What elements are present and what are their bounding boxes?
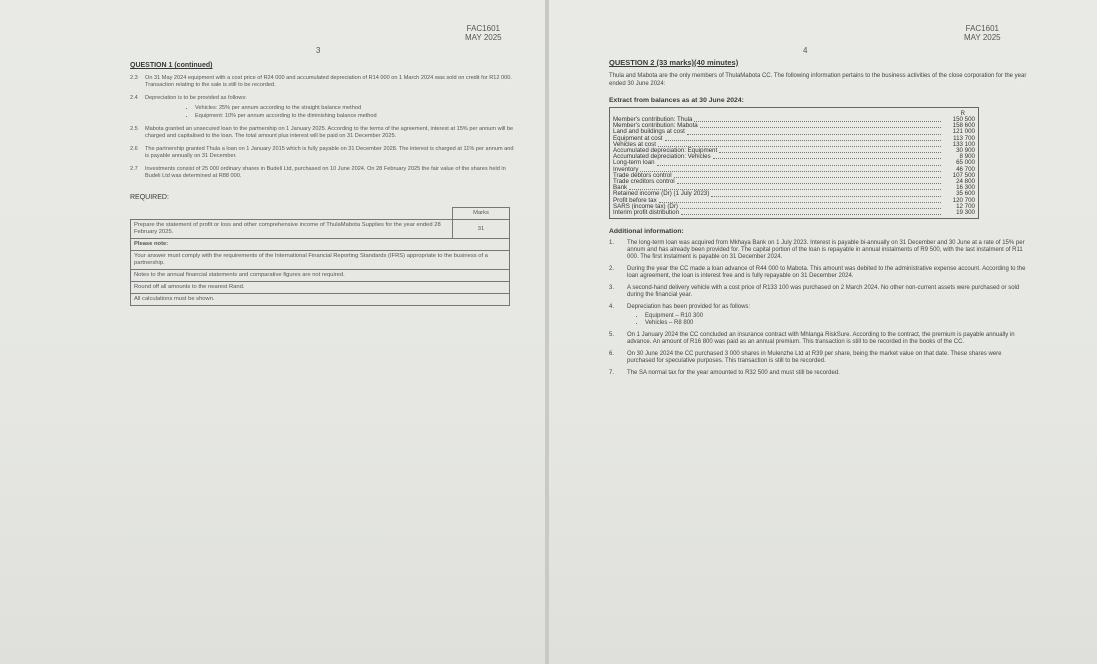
note-ifrs: Your answer must comply with the requirements of the International Financial Reporting Standards (IFRS) appropriate to the business of a partnership.	[131, 251, 510, 270]
balance-amount: 46 700	[956, 165, 975, 173]
balance-amount: 133 100	[952, 140, 975, 148]
left-exam-date: MAY 2025	[465, 33, 502, 42]
additional-item-text: A second-hand delivery vehicle with a cost price of R133 100 was purchased on 2 March 2024. No other non-current assets were purchased or sold during the financial year.	[627, 285, 1020, 299]
balance-label: Equipment at cost	[613, 134, 663, 142]
task-description: Prepare the statement of profit or loss and other comprehensive income of ThulaMabota Supplies for the year ended 28 February 2025.	[131, 220, 453, 239]
additional-item	[609, 351, 1027, 365]
balances-table	[609, 107, 979, 219]
balance-label: Bank	[613, 184, 628, 192]
balance-amount: 12 700	[956, 202, 975, 210]
required-heading: REQUIRED:	[130, 194, 169, 201]
right-page-number: 4	[803, 46, 808, 55]
item-2-5: 2.5 Mabota granted an unsecured loan to the partnership on 1 January 2025. According to the terms of the agreement, interest at 15% per annum will be charged and capitalised to the loan. The total amount plus interest will be paid on 31 December 2025.	[130, 126, 514, 139]
right-course-code: FAC1601	[965, 24, 999, 33]
leader-dots	[694, 117, 941, 122]
balance-label: Member's contribution: Mabota	[613, 122, 698, 130]
additional-item-text: The SA normal tax for the year amounted to R32 500 and must still be recorded.	[627, 370, 840, 377]
balance-label: Profit before tax	[613, 196, 657, 204]
depreciation-item: • Equipment – R10 300	[645, 313, 1027, 320]
depreciation-list	[637, 313, 1027, 327]
balance-label: SARS (income tax) (Dr)	[613, 202, 678, 210]
leader-dots	[674, 173, 941, 178]
balance-label: Trade creditors control	[613, 178, 675, 186]
note-rounding: Round off all amounts to the nearest Rand.	[131, 282, 510, 294]
balance-label: Land and buildings at cost	[613, 128, 685, 136]
balance-amount: 121 000	[952, 128, 975, 136]
balance-label: Retained income (Dr) (1 July 2023)	[613, 190, 710, 198]
leader-dots	[665, 136, 941, 141]
additional-item	[609, 266, 1027, 280]
additional-item-number: 5.	[609, 332, 615, 339]
balance-amount: 16 300	[956, 184, 975, 192]
left-page-number: 3	[316, 46, 321, 55]
note-calculations: All calculations must be shown.	[131, 294, 510, 306]
leader-dots	[719, 148, 941, 153]
additional-item-number: 4.	[609, 304, 615, 311]
balance-label: Accumulated depreciation: Vehicles	[613, 153, 711, 161]
balance-amount: 24 800	[956, 178, 975, 186]
item-2-7: 2.7 Investments consist of 25 000 ordinary shares in Budeli Ltd, purchased on 10 June 2024. On 28 February 2025 the fair value of the shares held in Budeli Ltd was determined at R88 000.	[130, 166, 506, 179]
currency-header: R	[960, 110, 965, 117]
please-note: Please note:	[131, 239, 510, 251]
depreciation-item: • Vehicles – R8 800	[645, 320, 1027, 327]
additional-item-number: 2.	[609, 266, 615, 273]
balance-amount: 65 000	[956, 159, 975, 167]
leader-dots	[657, 160, 941, 165]
balance-amount: 120 700	[952, 196, 975, 204]
additional-item-text: Depreciation has been provided for as follows:	[627, 304, 751, 311]
bullet-equipment: • Equipment: 10% per annum according to the diminishing balance method	[195, 113, 515, 120]
leader-dots	[687, 129, 941, 134]
question-2-intro: Thula and Mabota are the only members of ThulaMabota CC. The following information pertains to the business activities of the close corporation for the year ended 30 June 2024:	[609, 73, 1027, 87]
balance-amount: 8 900	[959, 153, 975, 161]
leader-dots	[713, 154, 941, 159]
leader-dots	[700, 123, 941, 128]
bullet-vehicles: • Vehicles: 25% per annum according to the straight balance method	[195, 105, 515, 112]
additional-item-number: 3.	[609, 285, 615, 292]
marks-header: Marks	[453, 208, 510, 220]
balance-amount: 19 300	[956, 209, 975, 217]
right-header	[964, 24, 1001, 42]
balance-label: Vehicles at cost	[613, 140, 656, 148]
leader-dots	[659, 198, 941, 203]
balance-label: Interim profit distribution	[613, 209, 680, 217]
balance-row	[613, 210, 975, 216]
extract-title: Extract from balances as at 30 June 2024:	[609, 97, 744, 104]
additional-item	[609, 370, 1027, 377]
question-1-title: QUESTION 1 (continued)	[130, 62, 213, 69]
additional-item	[609, 285, 1027, 299]
right-page	[549, 0, 1097, 664]
marks-table	[130, 207, 510, 306]
leader-dots	[711, 191, 941, 196]
leader-dots	[677, 179, 941, 184]
question-2-title: QUESTION 2 (33 marks)(40 minutes)	[609, 58, 739, 67]
additional-item-number: 7.	[609, 370, 615, 377]
additional-item	[609, 240, 1027, 261]
balance-amount: 158 600	[952, 122, 975, 130]
left-course-code: FAC1601	[466, 24, 500, 33]
additional-item-number: 6.	[609, 351, 615, 358]
balance-amount: 30 900	[956, 147, 975, 155]
additional-info-title: Additional information:	[609, 228, 684, 236]
task-marks: 31	[453, 220, 510, 239]
note-comparatives: Notes to the annual financial statements and comparative figures are not required.	[131, 270, 510, 282]
leader-dots	[680, 204, 941, 209]
additional-item-text: During the year the CC made a loan advance of R44 000 to Mabota. This amount was debited to the administrative expense account. According to the loan agreement, the loan is interest free and is fully repayable on 31 December 2024.	[627, 266, 1026, 280]
additional-item	[609, 304, 1027, 327]
left-header	[465, 24, 502, 42]
additional-item	[609, 332, 1027, 346]
balance-label: Long-term loan	[613, 159, 655, 167]
additional-item-text: The long-term loan was acquired from Mkhaya Bank on 1 July 2023. Interest is payable bi-annually on 31 December and 30 June at a rate of 15% per annum and has already been provided for. The capital portion of the loan is repayable in annual instalments of R9 500, with the last instalment of R11 000. The first instalment is payable on 31 December 2024.	[627, 240, 1025, 261]
additional-item-text: On 1 January 2024 the CC concluded an insurance contract with Mhlanga RiskSure. According to the contract, the premium is payable annually in advance. An amount of R16 800 was paid as an annual premium. This transaction is still to be recorded in the books of the CC.	[627, 332, 1015, 346]
additional-item-text: On 30 June 2024 the CC purchased 3 000 shares in Mulenzhe Ltd at R39 per share, being the market value on that date. These shares were purchased for speculative purposes. This transaction is still to be recorded.	[627, 351, 1002, 365]
balance-amount: 150 500	[952, 116, 975, 123]
item-2-6: 2.6 The partnership granted Thula a loan on 1 January 2015 which is fully payable on 31 December 2028. The interest is charged at 11% per annum and is payable annually on 31 December.	[130, 146, 514, 159]
balance-label: Member's contribution: Thula	[613, 116, 693, 123]
leader-dots	[640, 167, 941, 172]
left-page	[0, 0, 545, 664]
additional-item-number: 1.	[609, 240, 615, 247]
balance-label: Trade debtors control	[613, 171, 672, 179]
balance-label: Inventory	[613, 165, 639, 173]
balance-label: Accumulated depreciation: Equipment	[613, 147, 718, 155]
balance-amount: 113 700	[953, 134, 975, 142]
right-exam-date: MAY 2025	[964, 33, 1001, 42]
item-2-4: 2.4 Depreciation is to be provided as follows:	[130, 95, 247, 101]
balance-amount: 107 500	[952, 171, 975, 179]
item-2-3: 2.3 On 31 May 2024 equipment with a cost price of R24 000 and accumulated depreciation of R14 000 on 1 March 2024 was sold on credit for R12 000. Transaction relating to the sale is still to be recorded.	[130, 75, 512, 88]
leader-dots	[681, 210, 941, 215]
depreciation-bullets	[155, 105, 515, 120]
balance-amount: 35 600	[956, 190, 975, 198]
